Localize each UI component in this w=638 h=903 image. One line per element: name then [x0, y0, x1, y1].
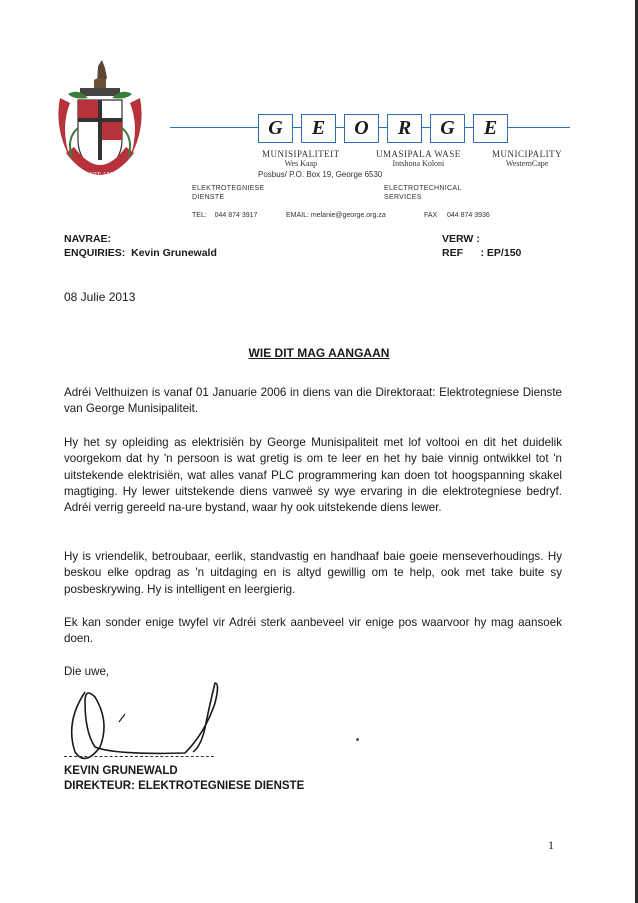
municipality-label: MUNICIPALITY [492, 149, 563, 159]
region-label: WesternCape [505, 159, 549, 168]
email-label: EMAIL: [286, 212, 309, 219]
email-address[interactable]: melanie@george.org.za [310, 212, 386, 219]
paragraph: Hy het sy opleiding as elektrisiën by George Munisipaliteit met lof voltooi en dit het duidelik voorgekom dat hy 'n persoon is wat gretig is om te leer en het hy baie vinnig ontwikkel tot 'n uitstekende elektrisiën, wat alles vanaf PLC programmering kan doen tot hoogspanning skakel magtiging. Hy lewer uitstekende diens vanweë sy wye ervaring in die elektrotegniese bedryf. Adréi verrig gereeld na-ure bystand, waar hy ook uitstekende diens lewer. [64, 436, 562, 515]
crest-motto: NEC ANTE AMARET [72, 172, 128, 178]
letter-box: E [473, 114, 508, 143]
letter-heading: WIE DIT MAG AANGAAN [248, 346, 390, 360]
tel-label: TEL: [192, 212, 207, 219]
postal-address: Posbus/ P.O. Box 19, George 6530 [258, 170, 383, 179]
department-line: SERVICES [384, 194, 422, 201]
region-label: Intshona Koloni [392, 159, 445, 168]
department-english [384, 184, 462, 202]
closing: Die uwe, [64, 665, 110, 678]
signer-title: DIREKTEUR: ELEKTROTEGNIESE DIENSTE [64, 780, 305, 792]
signer-block [64, 764, 304, 794]
telephone [192, 212, 257, 219]
letter-box: O [344, 114, 379, 143]
tel-number: 044 874 3917 [214, 212, 258, 219]
reference-block [442, 232, 521, 260]
municipality-xhosa [376, 150, 461, 168]
region-label: Wes Kaap [284, 159, 318, 168]
enquiries-block [64, 232, 217, 260]
department-line: ELECTROTECHNICAL [384, 185, 462, 192]
municipality-afrikaans [262, 150, 340, 168]
municipality-english [492, 150, 562, 168]
paragraph: Ek kan sonder enige twyfel vir Adréi sterk aanbeveel vir enige pos waarvoor hy mag aansoek doen. [64, 616, 562, 646]
paragraph: Hy is vriendelik, betroubaar, eerlik, standvastig en handhaaf baie goeie menseverhoudings. Hy beskou elke opdrag as 'n uitdaging en is altyd gewillig om te help, ook met take buite sy posbeskrywing. Hy is intelligent en leergierig. [64, 550, 562, 596]
department-line: DIENSTE [192, 194, 225, 201]
letter-box: R [387, 114, 422, 143]
enquiries-label: ENQUIRIES: [64, 247, 126, 259]
email [286, 212, 386, 219]
coat-of-arms-icon [50, 58, 150, 208]
letter-date: 08 Julie 2013 [64, 290, 136, 304]
ref-value: : EP/150 [480, 247, 522, 259]
signature-line [64, 756, 214, 757]
municipality-label: UMASIPALA WASE [376, 149, 461, 159]
paragraph: Adréi Velthuizen is vanaf 01 Januarie 2006 in diens van die Direktoraat: Elektrotegniese Dienste van George Munisipaliteit. [64, 386, 562, 416]
department-line: ELEKTROTEGNIESE [192, 185, 265, 192]
verw-label: VERW : [442, 233, 480, 245]
ref-label: REF [442, 247, 463, 259]
handwritten-signature [55, 662, 255, 767]
navrae-label: NAVRAE: [64, 233, 112, 245]
letter-box: E [301, 114, 336, 143]
letter-box: G [430, 114, 465, 143]
fax-label: FAX [424, 212, 438, 219]
fax [424, 212, 490, 219]
municipality-label: MUNISIPALITEIT [262, 149, 340, 159]
enquiries-name: Kevin Grunewald [131, 247, 217, 259]
signer-name: KEVIN GRUNEWALD [64, 765, 178, 777]
george-letter-boxes [258, 114, 508, 143]
page-number: 1 [548, 838, 554, 852]
department-afrikaans [192, 184, 265, 202]
scan-speck [356, 738, 359, 741]
letter-box: G [258, 114, 293, 143]
fax-number: 044 874 3936 [446, 212, 490, 219]
